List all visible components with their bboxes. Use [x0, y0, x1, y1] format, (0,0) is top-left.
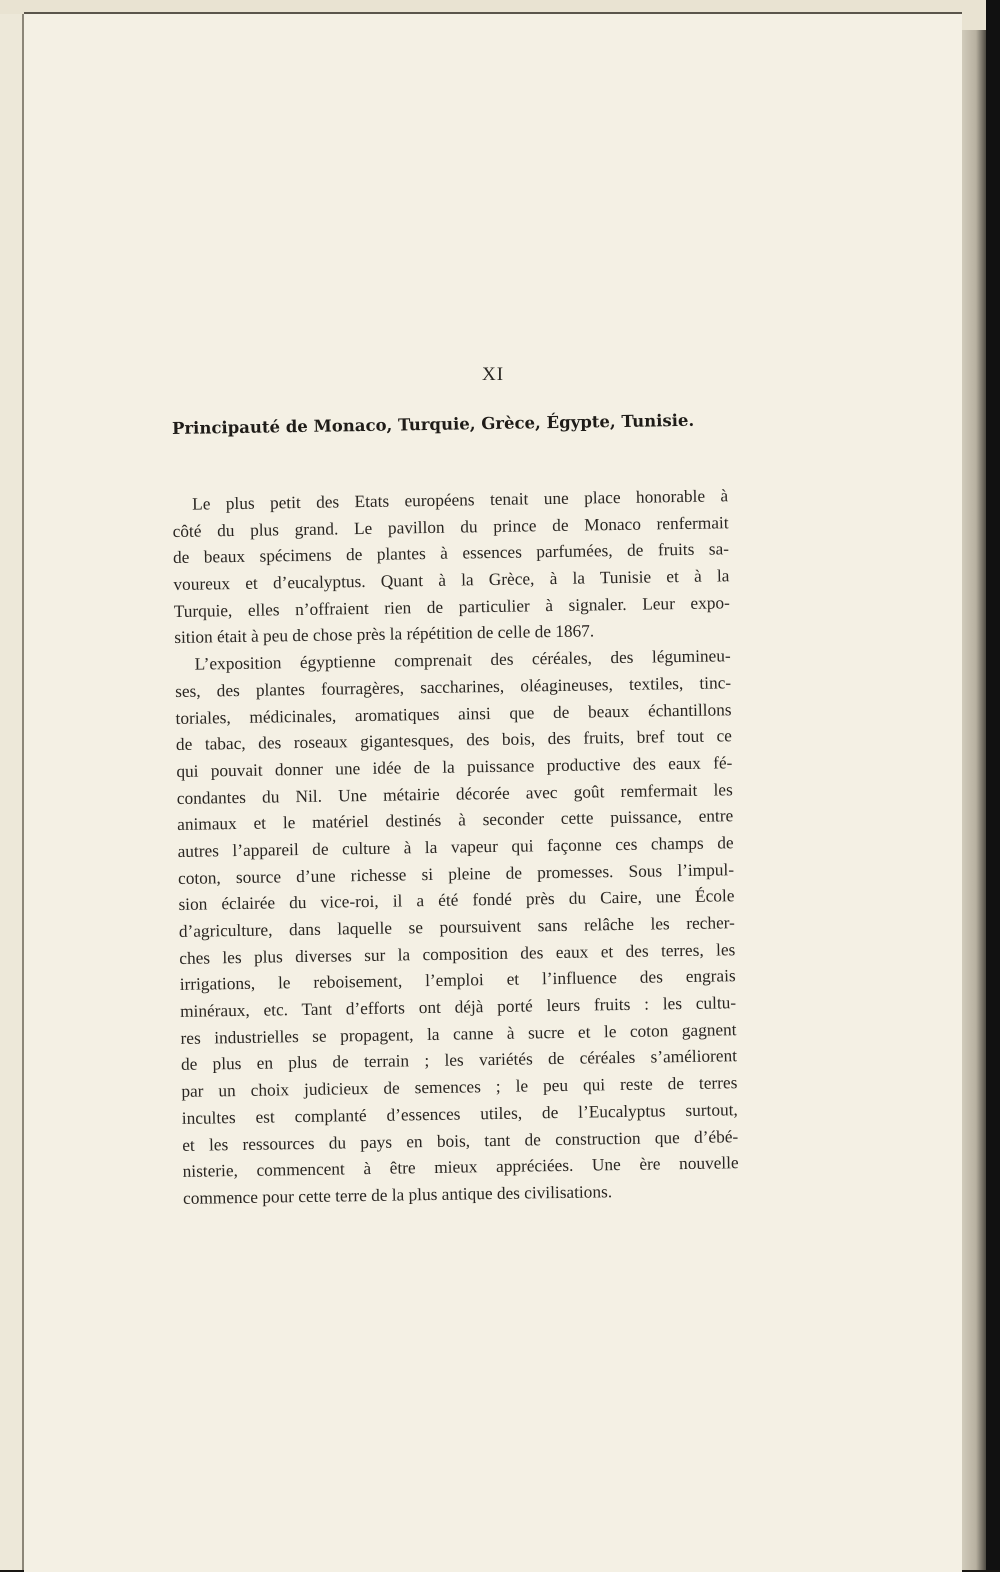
text-line: ses, des plantes fourragères, saccharines, oléagineuses, textiles, tinc- — [174, 673, 732, 701]
text-line: minéraux, etc. Tant d’efforts ont déjà porté leurs fruits : les cultu- — [180, 993, 737, 1021]
text-line: commence pour cette terre de la plus antique des civilisations. — [182, 1182, 613, 1208]
text-line: toriales, médicinales, aromatiques ainsi que de beaux échantillons — [175, 699, 732, 728]
text-line: ches les plus diverses sur la composition des eaux et des terres, les — [179, 939, 736, 968]
text-line: par un choix judicieux de semences ; le peu qui reste de terres — [181, 1073, 738, 1102]
body-text — [172, 483, 739, 1212]
text-line: de beaux spécimens de plantes à essences parfumées, de fruits sa- — [172, 539, 730, 568]
page-stack-edge — [958, 30, 988, 1570]
text-line: sition était à peu de chose près la répétition de celle de 1867. — [174, 621, 595, 648]
text-line: et les ressources du pays en bois, tant de construction que d’ébé- — [182, 1126, 739, 1155]
paragraph — [175, 643, 740, 1212]
scan-border — [986, 0, 1000, 1570]
chapter-title: Principauté de Monaco, Turquie, Grèce, Égypte, Tunisie. — [171, 410, 695, 438]
text-line: sion éclairée du vice-roi, il a été fondé près du Caire, une École — [178, 886, 735, 915]
text-line: incultes est complanté d’essences utiles, de l’Eucalyptus surtout, — [181, 1100, 738, 1128]
text-line: autres l’appareil de culture à la vapeur qui façonne ces champs de — [177, 833, 734, 861]
text-line: nisterie, commencent à être mieux appréciées. Une ère nouvelle — [182, 1153, 739, 1182]
paragraph — [172, 483, 730, 652]
chapter-number: XI — [481, 364, 505, 385]
text-line: Turquie, elles n’offraient rien de particulier à signaler. Leur expo- — [173, 593, 730, 621]
text-line: Le plus petit des Etats européens tenait une place honorable à — [192, 486, 729, 514]
book-page — [24, 12, 962, 1572]
text-line: res industrielles se propagent, la canne à sucre et le coton gagnent — [180, 1019, 737, 1048]
text-line: irrigations, le reboisement, l’emploi et l’influence des engrais — [179, 966, 736, 995]
text-line: côté du plus grand. Le pavillon du prince de Monaco renfermait — [172, 512, 729, 541]
text-line: de plus en plus de terrain ; les variétés de céréales s’améliorent — [180, 1046, 738, 1075]
text-line: condantes du Nil. Une métairie décorée avec goût remfermait les — [176, 779, 733, 808]
text-line: voureux et d’eucalyptus. Quant à la Grèce, à la Tunisie et à la — [173, 566, 730, 595]
text-line: de tabac, des roseaux gigantesques, des bois, des fruits, bref tout ce — [175, 726, 733, 755]
text-line: L’exposition égyptienne comprenait des céréales, des légumineu- — [194, 646, 731, 674]
text-line: coton, source d’une richesse si pleine de promesses. Sous l’impul- — [177, 859, 735, 888]
text-line: animaux et le matériel destinés à seconder cette puissance, entre — [177, 806, 734, 835]
text-line: qui pouvait donner une idée de la puissance productive des eaux fé- — [176, 753, 733, 781]
text-line: d’agriculture, dans laquelle se poursuivent sans relâche les recher- — [178, 913, 735, 941]
facing-page-edge — [0, 14, 24, 1570]
